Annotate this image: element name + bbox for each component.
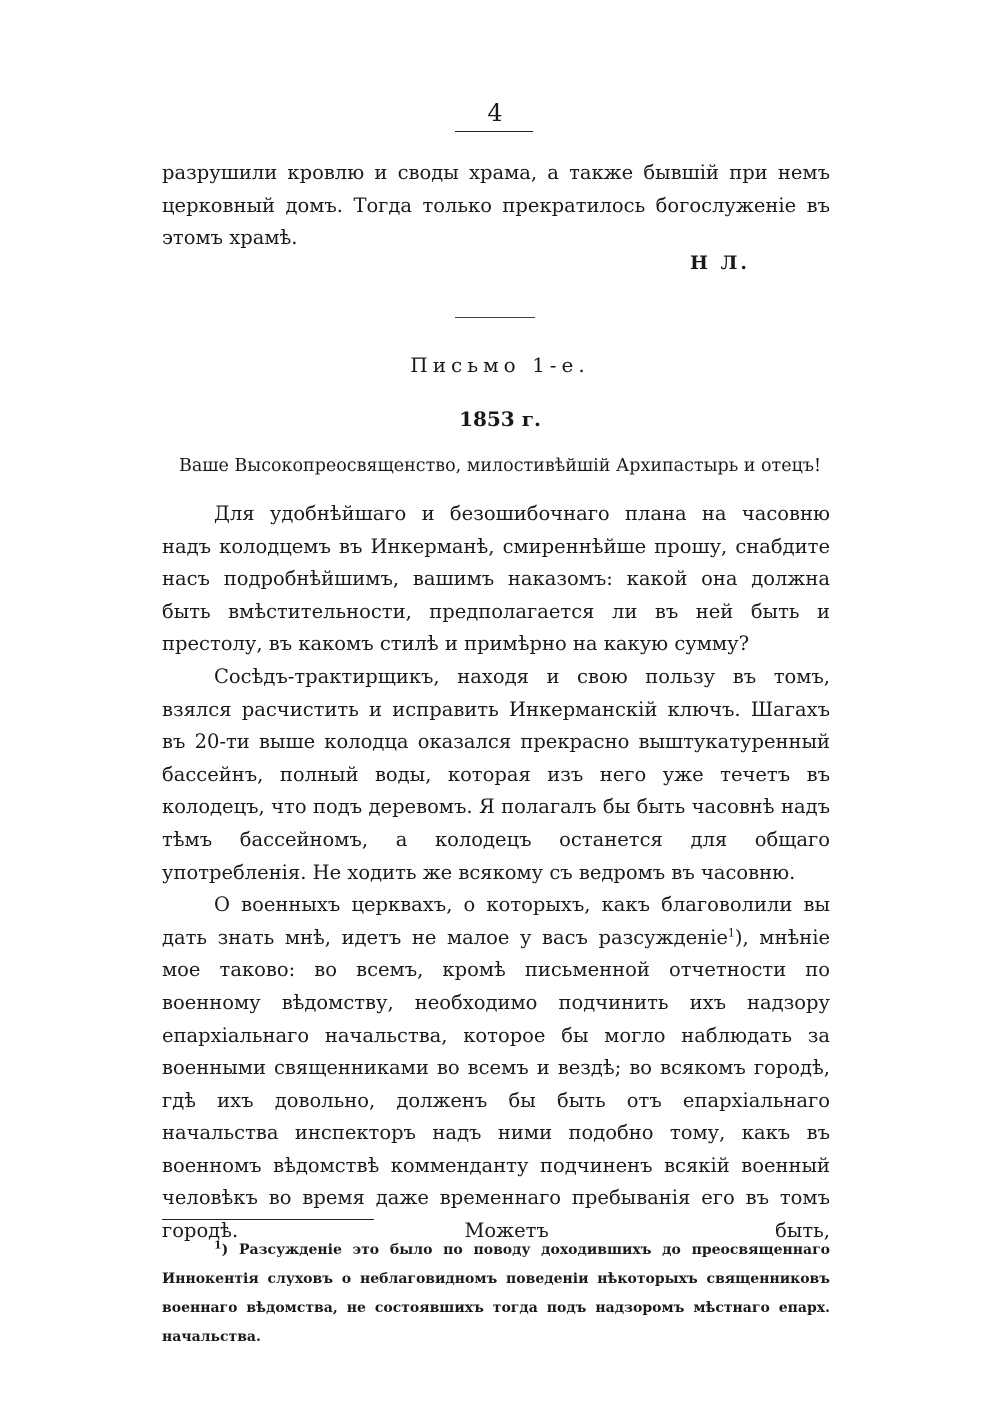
- author-signature: Н Л.: [690, 252, 750, 274]
- page-number-rule: [455, 131, 533, 132]
- letter-paragraph-1: Для удобнѣйшаго и безошибочнаго плана на часовню надъ колодцемъ въ Инкерманѣ, смиреннѣйше прошу, снабдите насъ подробнѣйшимъ, вашимъ наказомъ: какой она должна быть вмѣстительности, предполагается ли въ ней быть и престолу, въ какомъ стилѣ и примѣрно на какую сумму?: [162, 502, 830, 656]
- footnote-rule: [162, 1219, 374, 1220]
- paragraph-3-text-start: О военныхъ церквахъ, о которыхъ, какъ благоволили вы дать знать мнѣ, идетъ не малое у васъ разсужденіе: [162, 893, 830, 949]
- letter-paragraph-2: Сосѣдъ-трактирщикъ, находя и свою пользу въ томъ, взялся расчистить и исправить Инкерманскій ключъ. Шагахъ въ 20-ти выше колодца оказался прекрасно выштукатуренный бассейнъ, полный воды, которая изъ него уже течетъ въ колодецъ, что подъ деревомъ. Я полагалъ бы быть часовнѣ надъ тѣмъ бассейномъ, а колодецъ останется для общаго употребленія. Не ходить же всякому съ ведромъ въ часовню.: [162, 664, 830, 884]
- letter-paragraph-3: [162, 889, 830, 1248]
- previous-text-paragraph: разрушили кровлю и своды храма, а также бывшій при немъ церковный домъ. Тогда только прекратилось богослуженіе въ этомъ храмѣ.: [162, 161, 830, 250]
- footnote-text: Разсужденіе это было по поводу доходившихъ до преосвященнаго Иннокентія слуховъ о неблаговидномъ поведеніи нѣкоторыхъ священниковъ военнаго вѣдомства, не состоявшихъ тогда подъ надзоромъ мѣстнаго епарх. начальства.: [162, 1242, 830, 1345]
- previous-text-block: [162, 157, 830, 255]
- page-number: 4: [487, 99, 503, 127]
- footnote: [162, 1236, 830, 1352]
- letter-body: [162, 498, 830, 1248]
- letter-salutation: Ваше Высокопреосвященство, милостивѣйшій Архипастырь и отецъ!: [178, 456, 822, 476]
- letter-year: 1853 г.: [459, 407, 541, 431]
- paragraph-3-text-end: ), мнѣніе мое таково: во всемъ, кромѣ письменной отчетности по военному вѣдомству, необходимо подчинить ихъ надзору епархіальнаго начальства, которое бы могло наблюдать за военными священниками во всемъ и вездѣ; во всякомъ городѣ, гдѣ ихъ довольно, долженъ бы быть отъ епархіальнаго начальства инспекторъ надъ ними подобно тому, какъ въ военномъ вѣдомствѣ комменданту подчиненъ всякій военный человѣкъ во время даже временнаго пребыванія его въ томъ городѣ. Можетъ быть,: [162, 925, 830, 1243]
- section-separator: [455, 317, 535, 318]
- footnote-marker: 1: [214, 1238, 222, 1252]
- footnote-reference: 1: [727, 926, 735, 940]
- letter-title: Письмо 1-е.: [410, 353, 590, 377]
- footnote-marker-close: ): [221, 1242, 229, 1258]
